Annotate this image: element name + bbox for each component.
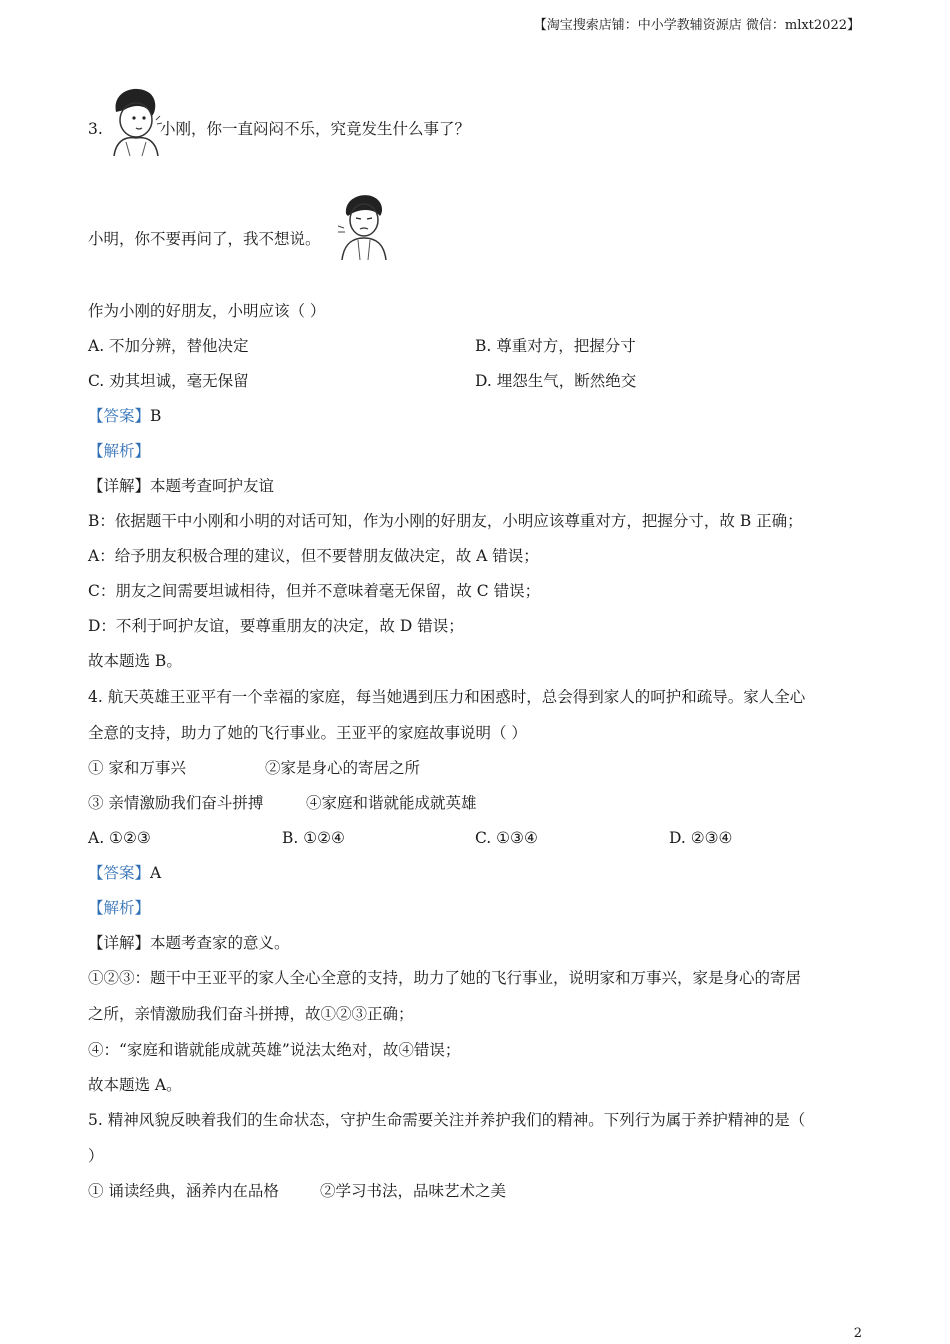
q3-explanation-b: B：依据题干中小刚和小明的对话可知，作为小刚的好朋友，小明应该尊重对方，把握分寸，故 B 正确； xyxy=(88,512,803,530)
q4-item-4: ④家庭和谐就能成就英雄 xyxy=(306,794,477,812)
q3-dialog-1: 小刚，你一直闷闷不乐，究竟发生什么事了？ xyxy=(160,120,471,138)
q3-option-c: C. 劝其坦诚，毫无保留 xyxy=(88,372,249,390)
q4-conclusion: 故本题选 A。 xyxy=(88,1076,182,1094)
detail-label: 【详解】 xyxy=(88,934,151,952)
boy-figure-xiaoming xyxy=(104,82,164,156)
q3-detail xyxy=(88,476,274,496)
detail-label: 【详解】 xyxy=(88,477,151,495)
q4-analysis-label: 【解析】 xyxy=(88,899,151,917)
q3-analysis-label: 【解析】 xyxy=(88,442,151,460)
q3-dialog-2: 小明，你不要再问了，我不想说。 xyxy=(88,230,321,248)
answer-label: 【答案】 xyxy=(88,864,151,882)
q4-detail xyxy=(88,933,290,953)
q4-option-b: B. ①②④ xyxy=(282,829,345,847)
q4-item-1: ① 家和万事兴 xyxy=(88,759,186,777)
q3-option-d: D. 埋怨生气，断然绝交 xyxy=(475,372,637,390)
page-header: 【淘宝搜索店铺：中小学教辅资源店 微信：mlxt2022】 xyxy=(533,18,860,33)
q3-number: 3. xyxy=(88,120,103,138)
q4-item-2: ②家是身心的寄居之所 xyxy=(265,759,421,777)
q4-answer xyxy=(88,863,161,883)
q3-explanation-a: A：给予朋友积极合理的建议，但不要替朋友做决定，故 A 错误； xyxy=(88,547,539,565)
q4-option-c: C. ①③④ xyxy=(475,829,538,847)
q3-option-b: B. 尊重对方，把握分寸 xyxy=(475,337,636,355)
q4-item-3: ③ 亲情激励我们奋斗拼搏 xyxy=(88,794,264,812)
q3-answer xyxy=(88,406,161,426)
q4-option-d: D. ②③④ xyxy=(669,829,733,847)
q5-stem-line-1: 5. 精神风貌反映着我们的生命状态，守护生命需要关注并养护我们的精神。下列行为属于养护精神的是（ xyxy=(88,1111,806,1129)
q4-explanation-line-2: 之所，亲情激励我们奋斗拼搏，故①②③正确； xyxy=(88,1005,414,1023)
q4-explanation-line-1: ①②③：题干中王亚平的家人全心全意的支持，助力了她的飞行事业，说明家和万事兴，家是身心的寄居 xyxy=(88,969,802,987)
page-number: 2 xyxy=(853,1326,862,1341)
q3-option-a: A. 不加分辨，替他决定 xyxy=(88,337,249,355)
q5-item-2: ②学习书法，品味艺术之美 xyxy=(320,1182,507,1200)
q5-stem-line-2: ） xyxy=(88,1147,104,1165)
q3-explanation-d: D：不利于呵护友谊，要尊重朋友的决定，故 D 错误； xyxy=(88,617,464,635)
q3-explanation-c: C：朋友之间需要坦诚相待，但并不意味着毫无保留，故 C 错误； xyxy=(88,582,541,600)
answer-value: A xyxy=(150,864,162,882)
q4-stem-line-1: 4. 航天英雄王亚平有一个幸福的家庭，每当她遇到压力和困惑时，总会得到家人的呵护和疏导。家人全心 xyxy=(88,688,806,706)
q4-stem-line-2: 全意的支持，助力了她的飞行事业。王亚平的家庭故事说明（ ） xyxy=(88,724,527,742)
answer-value: B xyxy=(150,407,162,425)
boy-figure-xiaogang xyxy=(334,188,390,260)
answer-label: 【答案】 xyxy=(88,407,151,425)
q3-conclusion: 故本题选 B。 xyxy=(88,652,182,670)
detail-text: 本题考查家的意义。 xyxy=(150,934,290,952)
q4-explanation-line-3: ④：“家庭和谐就能成就英雄”说法太绝对，故④错误； xyxy=(88,1041,461,1059)
q5-item-1: ① 诵读经典，涵养内在品格 xyxy=(88,1182,279,1200)
q3-stem: 作为小刚的好朋友，小明应该（ ） xyxy=(88,302,326,320)
q4-option-a: A. ①②③ xyxy=(88,829,151,847)
detail-text: 本题考查呵护友谊 xyxy=(150,477,275,495)
